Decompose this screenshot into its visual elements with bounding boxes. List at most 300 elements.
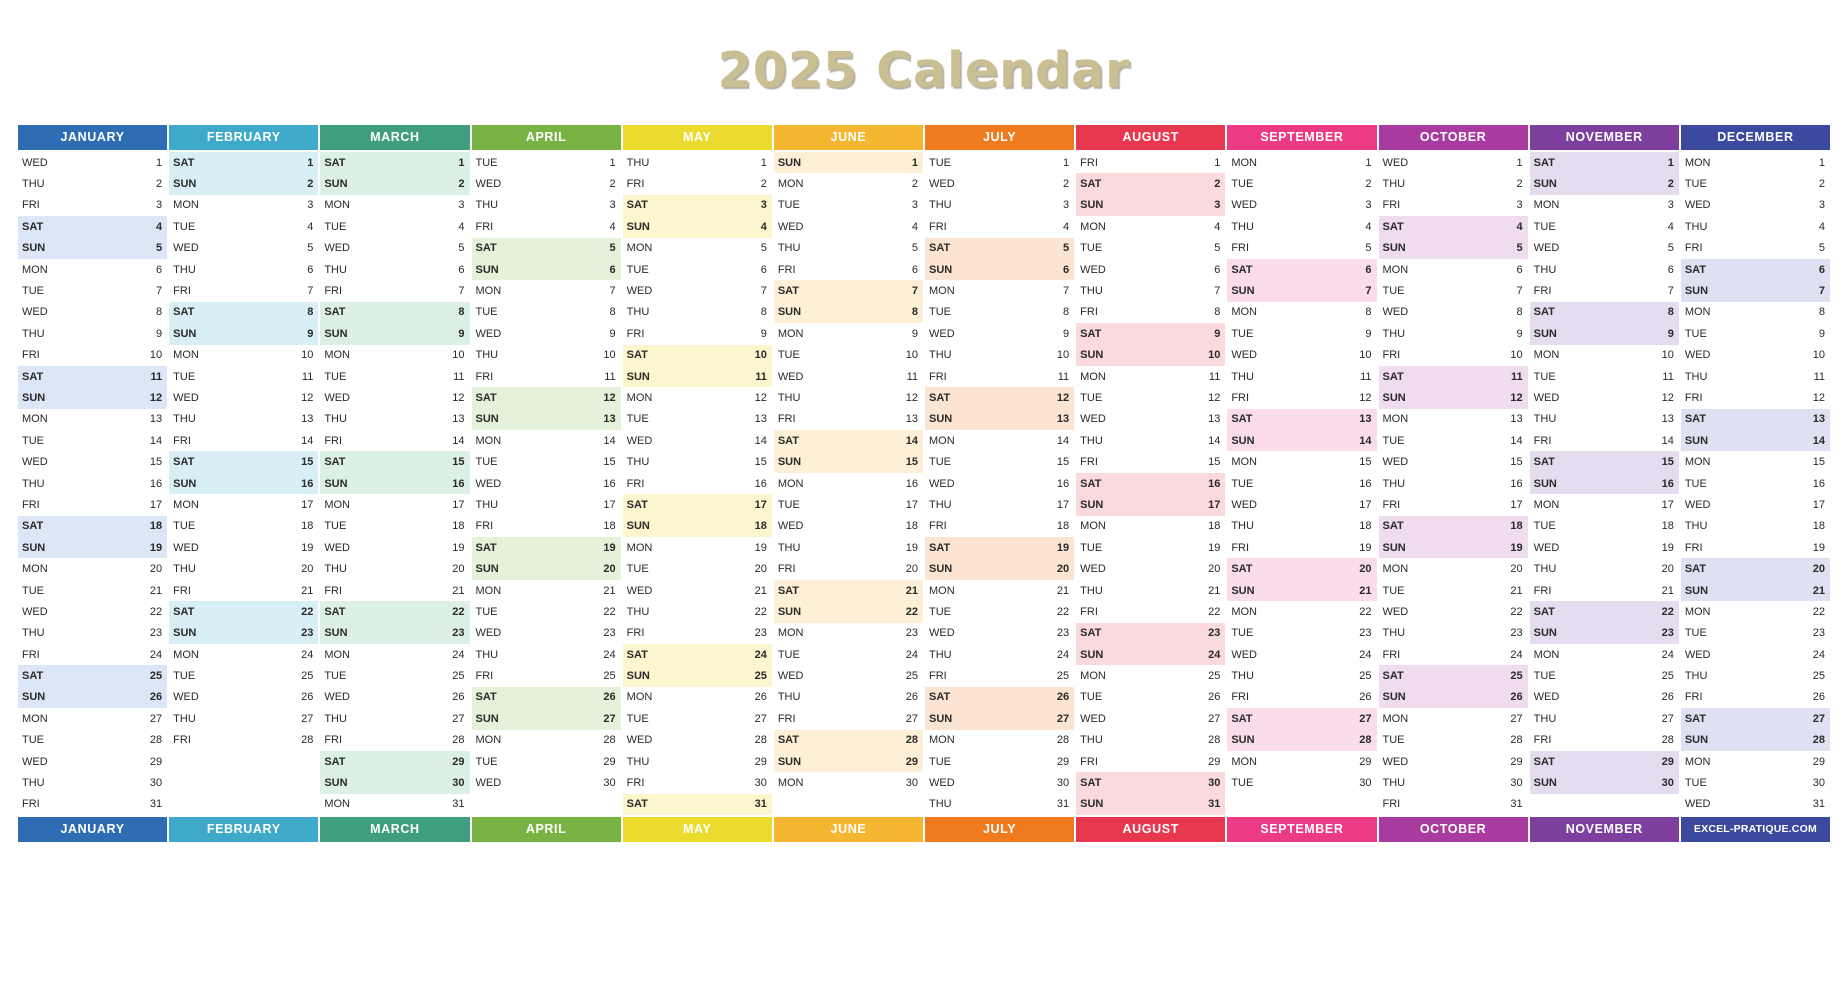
day-cell[interactable]: [18, 259, 167, 280]
day-cell[interactable]: [1227, 537, 1376, 558]
day-cell[interactable]: [169, 302, 318, 323]
day-cell[interactable]: [925, 580, 1074, 601]
day-cell[interactable]: [623, 644, 772, 665]
day-cell[interactable]: [1379, 558, 1528, 579]
day-cell[interactable]: [623, 580, 772, 601]
day-cell[interactable]: [1530, 302, 1679, 323]
day-cell[interactable]: [18, 601, 167, 622]
day-cell[interactable]: [1076, 516, 1225, 537]
day-cell[interactable]: [320, 280, 469, 301]
day-cell[interactable]: [1681, 387, 1830, 408]
day-cell[interactable]: [925, 216, 1074, 237]
day-cell[interactable]: [472, 665, 621, 686]
day-cell[interactable]: [169, 687, 318, 708]
day-cell[interactable]: [1227, 280, 1376, 301]
day-cell[interactable]: [1681, 794, 1830, 815]
day-cell[interactable]: [1681, 409, 1830, 430]
day-cell[interactable]: [1227, 665, 1376, 686]
day-cell[interactable]: [1530, 516, 1679, 537]
day-cell[interactable]: [1076, 216, 1225, 237]
day-cell[interactable]: [1076, 708, 1225, 729]
day-cell[interactable]: [169, 494, 318, 515]
day-cell[interactable]: [1681, 644, 1830, 665]
day-cell[interactable]: [472, 409, 621, 430]
day-cell[interactable]: [1530, 409, 1679, 430]
day-cell[interactable]: [18, 430, 167, 451]
day-cell[interactable]: [1227, 623, 1376, 644]
day-cell[interactable]: [1076, 772, 1225, 793]
day-cell[interactable]: [472, 238, 621, 259]
day-cell[interactable]: [774, 173, 923, 194]
day-cell[interactable]: [1227, 152, 1376, 173]
day-cell[interactable]: [169, 451, 318, 472]
day-cell[interactable]: [1681, 751, 1830, 772]
day-cell[interactable]: [1530, 730, 1679, 751]
day-cell[interactable]: [1681, 259, 1830, 280]
day-cell[interactable]: [623, 430, 772, 451]
day-cell[interactable]: [774, 730, 923, 751]
day-cell[interactable]: [1681, 537, 1830, 558]
day-cell[interactable]: [1530, 537, 1679, 558]
day-cell[interactable]: [774, 751, 923, 772]
day-cell[interactable]: [18, 173, 167, 194]
day-cell[interactable]: [1681, 173, 1830, 194]
day-cell[interactable]: [169, 366, 318, 387]
day-cell[interactable]: [925, 537, 1074, 558]
day-cell[interactable]: [1076, 280, 1225, 301]
day-cell[interactable]: [18, 751, 167, 772]
day-cell[interactable]: [169, 238, 318, 259]
day-cell[interactable]: [18, 665, 167, 686]
day-cell[interactable]: [623, 366, 772, 387]
day-cell[interactable]: [1227, 216, 1376, 237]
day-cell[interactable]: [1227, 644, 1376, 665]
day-cell[interactable]: [1076, 173, 1225, 194]
day-cell[interactable]: [774, 580, 923, 601]
day-cell[interactable]: [1076, 537, 1225, 558]
day-cell[interactable]: [1681, 238, 1830, 259]
day-cell[interactable]: [18, 280, 167, 301]
day-cell[interactable]: [1379, 473, 1528, 494]
day-cell[interactable]: [18, 794, 167, 815]
day-cell[interactable]: [1530, 366, 1679, 387]
day-cell[interactable]: [925, 473, 1074, 494]
day-cell[interactable]: [1681, 558, 1830, 579]
day-cell[interactable]: [1379, 708, 1528, 729]
day-cell[interactable]: [1530, 238, 1679, 259]
day-cell[interactable]: [18, 387, 167, 408]
day-cell[interactable]: [169, 730, 318, 751]
day-cell[interactable]: [1379, 216, 1528, 237]
day-cell[interactable]: [774, 537, 923, 558]
day-cell[interactable]: [1076, 558, 1225, 579]
day-cell[interactable]: [320, 772, 469, 793]
day-cell[interactable]: [1379, 430, 1528, 451]
day-cell[interactable]: [774, 772, 923, 793]
day-cell[interactable]: [1379, 644, 1528, 665]
day-cell[interactable]: [1681, 323, 1830, 344]
day-cell[interactable]: [774, 238, 923, 259]
day-cell[interactable]: [1227, 195, 1376, 216]
day-cell[interactable]: [925, 387, 1074, 408]
day-cell[interactable]: [18, 516, 167, 537]
day-cell[interactable]: [774, 558, 923, 579]
day-cell[interactable]: [169, 409, 318, 430]
day-cell[interactable]: [1530, 152, 1679, 173]
footer-site-link[interactable]: EXCEL-PRATIQUE.COM: [1681, 817, 1830, 842]
day-cell[interactable]: [1681, 345, 1830, 366]
day-cell[interactable]: [169, 387, 318, 408]
day-cell[interactable]: [1227, 708, 1376, 729]
day-cell[interactable]: [623, 730, 772, 751]
day-cell[interactable]: [320, 730, 469, 751]
day-cell[interactable]: [1681, 580, 1830, 601]
day-cell[interactable]: [1379, 302, 1528, 323]
day-cell[interactable]: [925, 173, 1074, 194]
day-cell[interactable]: [169, 516, 318, 537]
day-cell[interactable]: [1076, 345, 1225, 366]
day-cell[interactable]: [472, 708, 621, 729]
day-cell[interactable]: [169, 259, 318, 280]
day-cell[interactable]: [1530, 708, 1679, 729]
day-cell[interactable]: [1681, 152, 1830, 173]
day-cell[interactable]: [925, 195, 1074, 216]
day-cell[interactable]: [1681, 473, 1830, 494]
day-cell[interactable]: [1379, 173, 1528, 194]
day-cell[interactable]: [1227, 516, 1376, 537]
day-cell[interactable]: [320, 558, 469, 579]
day-cell[interactable]: [472, 751, 621, 772]
day-cell[interactable]: [774, 494, 923, 515]
day-cell[interactable]: [1530, 772, 1679, 793]
day-cell[interactable]: [169, 665, 318, 686]
day-cell[interactable]: [1076, 687, 1225, 708]
day-cell[interactable]: [169, 558, 318, 579]
day-cell[interactable]: [1530, 494, 1679, 515]
day-cell[interactable]: [623, 494, 772, 515]
day-cell[interactable]: [623, 259, 772, 280]
day-cell[interactable]: [320, 451, 469, 472]
day-cell[interactable]: [774, 409, 923, 430]
day-cell[interactable]: [1530, 580, 1679, 601]
day-cell[interactable]: [472, 280, 621, 301]
day-cell[interactable]: [774, 665, 923, 686]
day-cell[interactable]: [18, 644, 167, 665]
day-cell[interactable]: [320, 195, 469, 216]
day-cell[interactable]: [925, 516, 1074, 537]
day-cell[interactable]: [623, 173, 772, 194]
day-cell[interactable]: [925, 323, 1074, 344]
day-cell[interactable]: [774, 430, 923, 451]
day-cell[interactable]: [774, 195, 923, 216]
day-cell[interactable]: [774, 366, 923, 387]
day-cell[interactable]: [1681, 516, 1830, 537]
day-cell[interactable]: [1227, 730, 1376, 751]
day-cell[interactable]: [1530, 623, 1679, 644]
day-cell[interactable]: [623, 195, 772, 216]
day-cell[interactable]: [169, 430, 318, 451]
day-cell[interactable]: [169, 345, 318, 366]
day-cell[interactable]: [925, 644, 1074, 665]
day-cell[interactable]: [925, 451, 1074, 472]
day-cell[interactable]: [1076, 473, 1225, 494]
day-cell[interactable]: [1681, 687, 1830, 708]
day-cell[interactable]: [1379, 152, 1528, 173]
day-cell[interactable]: [1530, 345, 1679, 366]
day-cell[interactable]: [925, 345, 1074, 366]
day-cell[interactable]: [623, 516, 772, 537]
day-cell[interactable]: [18, 345, 167, 366]
day-cell[interactable]: [623, 302, 772, 323]
day-cell[interactable]: [320, 494, 469, 515]
day-cell[interactable]: [320, 430, 469, 451]
day-cell[interactable]: [320, 152, 469, 173]
day-cell[interactable]: [169, 623, 318, 644]
day-cell[interactable]: [320, 537, 469, 558]
day-cell[interactable]: [169, 173, 318, 194]
day-cell[interactable]: [623, 558, 772, 579]
day-cell[interactable]: [623, 687, 772, 708]
day-cell[interactable]: [472, 430, 621, 451]
day-cell[interactable]: [1379, 280, 1528, 301]
day-cell[interactable]: [472, 558, 621, 579]
day-cell[interactable]: [1530, 644, 1679, 665]
day-cell[interactable]: [1379, 794, 1528, 815]
day-cell[interactable]: [18, 494, 167, 515]
day-cell[interactable]: [1379, 494, 1528, 515]
day-cell[interactable]: [1076, 665, 1225, 686]
day-cell[interactable]: [169, 195, 318, 216]
day-cell[interactable]: [320, 665, 469, 686]
day-cell[interactable]: [472, 366, 621, 387]
day-cell[interactable]: [1227, 302, 1376, 323]
day-cell[interactable]: [1530, 195, 1679, 216]
day-cell[interactable]: [1227, 772, 1376, 793]
day-cell[interactable]: [925, 409, 1074, 430]
day-cell[interactable]: [169, 323, 318, 344]
day-cell[interactable]: [925, 623, 1074, 644]
day-cell[interactable]: [1379, 323, 1528, 344]
day-cell[interactable]: [774, 345, 923, 366]
day-cell[interactable]: [774, 623, 923, 644]
day-cell[interactable]: [18, 623, 167, 644]
day-cell[interactable]: [1379, 772, 1528, 793]
day-cell[interactable]: [925, 302, 1074, 323]
day-cell[interactable]: [320, 751, 469, 772]
day-cell[interactable]: [774, 280, 923, 301]
day-cell[interactable]: [169, 708, 318, 729]
day-cell[interactable]: [1379, 366, 1528, 387]
day-cell[interactable]: [774, 259, 923, 280]
day-cell[interactable]: [320, 173, 469, 194]
day-cell[interactable]: [320, 366, 469, 387]
day-cell[interactable]: [472, 623, 621, 644]
day-cell[interactable]: [472, 687, 621, 708]
day-cell[interactable]: [18, 152, 167, 173]
day-cell[interactable]: [1379, 601, 1528, 622]
day-cell[interactable]: [623, 323, 772, 344]
day-cell[interactable]: [1227, 238, 1376, 259]
day-cell[interactable]: [1076, 366, 1225, 387]
day-cell[interactable]: [774, 451, 923, 472]
day-cell[interactable]: [1530, 430, 1679, 451]
day-cell[interactable]: [623, 216, 772, 237]
day-cell[interactable]: [925, 601, 1074, 622]
day-cell[interactable]: [320, 345, 469, 366]
day-cell[interactable]: [320, 387, 469, 408]
day-cell[interactable]: [1681, 366, 1830, 387]
day-cell[interactable]: [472, 772, 621, 793]
day-cell[interactable]: [320, 323, 469, 344]
day-cell[interactable]: [925, 708, 1074, 729]
day-cell[interactable]: [320, 580, 469, 601]
day-cell[interactable]: [1076, 644, 1225, 665]
day-cell[interactable]: [1227, 366, 1376, 387]
day-cell[interactable]: [320, 473, 469, 494]
day-cell[interactable]: [169, 152, 318, 173]
day-cell[interactable]: [1227, 430, 1376, 451]
day-cell[interactable]: [1076, 730, 1225, 751]
day-cell[interactable]: [1379, 259, 1528, 280]
day-cell[interactable]: [320, 409, 469, 430]
day-cell[interactable]: [1076, 794, 1225, 815]
day-cell[interactable]: [472, 259, 621, 280]
day-cell[interactable]: [623, 623, 772, 644]
day-cell[interactable]: [774, 644, 923, 665]
day-cell[interactable]: [925, 152, 1074, 173]
day-cell[interactable]: [1681, 280, 1830, 301]
day-cell[interactable]: [925, 794, 1074, 815]
day-cell[interactable]: [472, 323, 621, 344]
day-cell[interactable]: [472, 730, 621, 751]
day-cell[interactable]: [472, 601, 621, 622]
day-cell[interactable]: [320, 238, 469, 259]
day-cell[interactable]: [472, 580, 621, 601]
day-cell[interactable]: [623, 772, 772, 793]
day-cell[interactable]: [1681, 302, 1830, 323]
day-cell[interactable]: [1530, 216, 1679, 237]
day-cell[interactable]: [1530, 173, 1679, 194]
day-cell[interactable]: [1227, 558, 1376, 579]
day-cell[interactable]: [1227, 345, 1376, 366]
day-cell[interactable]: [1530, 259, 1679, 280]
day-cell[interactable]: [472, 345, 621, 366]
day-cell[interactable]: [18, 473, 167, 494]
day-cell[interactable]: [1530, 387, 1679, 408]
day-cell[interactable]: [623, 409, 772, 430]
day-cell[interactable]: [1681, 623, 1830, 644]
day-cell[interactable]: [1681, 216, 1830, 237]
day-cell[interactable]: [623, 280, 772, 301]
day-cell[interactable]: [169, 580, 318, 601]
day-cell[interactable]: [1227, 580, 1376, 601]
day-cell[interactable]: [320, 216, 469, 237]
day-cell[interactable]: [18, 366, 167, 387]
day-cell[interactable]: [320, 794, 469, 815]
day-cell[interactable]: [472, 302, 621, 323]
day-cell[interactable]: [774, 387, 923, 408]
day-cell[interactable]: [623, 387, 772, 408]
day-cell[interactable]: [1379, 537, 1528, 558]
day-cell[interactable]: [1227, 451, 1376, 472]
day-cell[interactable]: [623, 537, 772, 558]
day-cell[interactable]: [18, 730, 167, 751]
day-cell[interactable]: [18, 580, 167, 601]
day-cell[interactable]: [925, 558, 1074, 579]
day-cell[interactable]: [623, 794, 772, 815]
day-cell[interactable]: [1076, 238, 1225, 259]
day-cell[interactable]: [1530, 473, 1679, 494]
day-cell[interactable]: [472, 387, 621, 408]
day-cell[interactable]: [623, 451, 772, 472]
day-cell[interactable]: [1227, 601, 1376, 622]
day-cell[interactable]: [18, 302, 167, 323]
day-cell[interactable]: [169, 601, 318, 622]
day-cell[interactable]: [1076, 580, 1225, 601]
day-cell[interactable]: [925, 665, 1074, 686]
day-cell[interactable]: [774, 516, 923, 537]
day-cell[interactable]: [1681, 730, 1830, 751]
day-cell[interactable]: [774, 152, 923, 173]
day-cell[interactable]: [320, 687, 469, 708]
day-cell[interactable]: [623, 345, 772, 366]
day-cell[interactable]: [1227, 687, 1376, 708]
day-cell[interactable]: [472, 644, 621, 665]
day-cell[interactable]: [925, 687, 1074, 708]
day-cell[interactable]: [925, 430, 1074, 451]
day-cell[interactable]: [925, 259, 1074, 280]
day-cell[interactable]: [1227, 409, 1376, 430]
day-cell[interactable]: [925, 280, 1074, 301]
day-cell[interactable]: [1076, 152, 1225, 173]
day-cell[interactable]: [1227, 173, 1376, 194]
day-cell[interactable]: [623, 601, 772, 622]
day-cell[interactable]: [1681, 451, 1830, 472]
day-cell[interactable]: [18, 537, 167, 558]
day-cell[interactable]: [1530, 280, 1679, 301]
day-cell[interactable]: [1681, 665, 1830, 686]
day-cell[interactable]: [925, 238, 1074, 259]
day-cell[interactable]: [1681, 195, 1830, 216]
day-cell[interactable]: [623, 665, 772, 686]
day-cell[interactable]: [169, 537, 318, 558]
day-cell[interactable]: [18, 772, 167, 793]
day-cell[interactable]: [18, 687, 167, 708]
day-cell[interactable]: [18, 195, 167, 216]
day-cell[interactable]: [320, 302, 469, 323]
day-cell[interactable]: [623, 238, 772, 259]
day-cell[interactable]: [1530, 451, 1679, 472]
day-cell[interactable]: [18, 558, 167, 579]
day-cell[interactable]: [320, 644, 469, 665]
day-cell[interactable]: [1530, 751, 1679, 772]
day-cell[interactable]: [472, 537, 621, 558]
day-cell[interactable]: [169, 644, 318, 665]
day-cell[interactable]: [1530, 601, 1679, 622]
day-cell[interactable]: [18, 216, 167, 237]
day-cell[interactable]: [1681, 430, 1830, 451]
day-cell[interactable]: [169, 473, 318, 494]
day-cell[interactable]: [1076, 751, 1225, 772]
day-cell[interactable]: [1227, 751, 1376, 772]
day-cell[interactable]: [623, 152, 772, 173]
day-cell[interactable]: [472, 173, 621, 194]
day-cell[interactable]: [1227, 494, 1376, 515]
day-cell[interactable]: [774, 323, 923, 344]
day-cell[interactable]: [774, 601, 923, 622]
day-cell[interactable]: [1379, 751, 1528, 772]
day-cell[interactable]: [925, 751, 1074, 772]
